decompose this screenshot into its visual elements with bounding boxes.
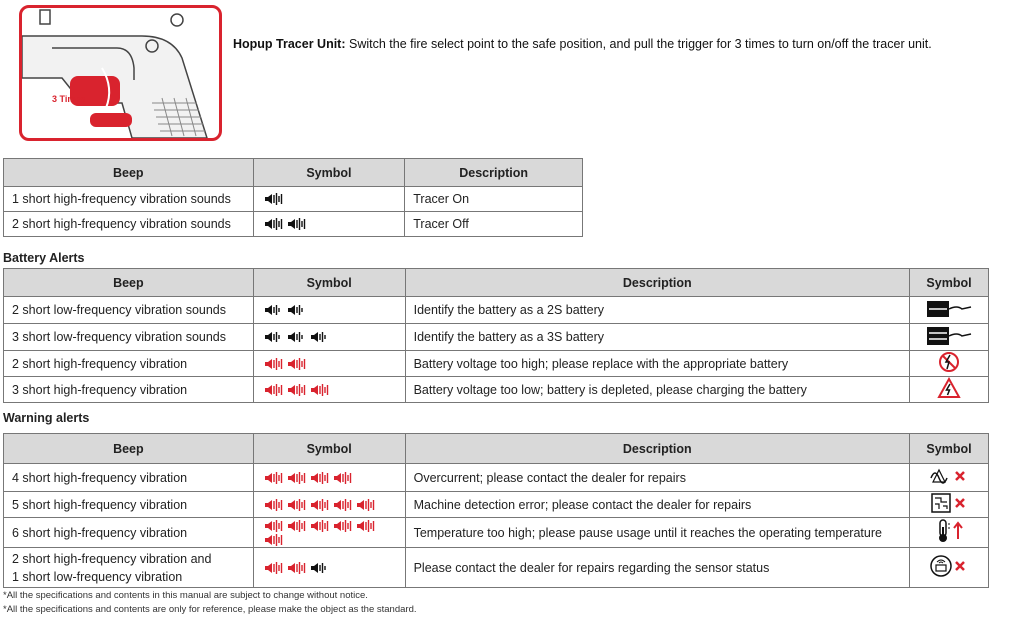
symbol-cell (253, 548, 405, 588)
header-icon-symbol: Symbol (910, 434, 989, 464)
table-row (4, 377, 989, 403)
high-frequency-beep-icon (333, 498, 353, 512)
high-frequency-beep-icon (264, 192, 284, 206)
temperature-high-icon (931, 519, 967, 543)
description-cell: Identify the battery as a 2S battery (405, 297, 909, 324)
header-icon-symbol: Symbol (910, 269, 989, 297)
low-frequency-beep-icon (310, 561, 330, 575)
low-frequency-beep-icon (264, 303, 284, 317)
symbol-cell (253, 351, 405, 377)
high-frequency-beep-icon (287, 217, 307, 231)
table-row (4, 548, 989, 588)
overcurrent-icon (929, 466, 969, 486)
symbol-cell (253, 464, 405, 492)
header-description: Description (405, 159, 583, 187)
beep-cell: 2 short high-frequency vibration (4, 351, 254, 377)
beep-cell: 3 short low-frequency vibration sounds (4, 324, 254, 351)
battery-alerts-table (3, 268, 989, 403)
warning-alerts-table (3, 433, 989, 588)
battery-3s-icon (924, 326, 974, 346)
warning-alerts-heading: Warning alerts (3, 411, 90, 425)
description-cell: Tracer On (405, 187, 583, 212)
symbol-cell (253, 187, 405, 212)
high-frequency-beep-icon (287, 498, 307, 512)
header-symbol: Symbol (253, 159, 405, 187)
description-cell: Please contact the dealer for repairs regarding the sensor status (405, 548, 909, 588)
high-frequency-beep-icon (264, 533, 284, 547)
beep-cell: 1 short high-frequency vibration sounds (4, 187, 254, 212)
beep-cell (4, 548, 254, 588)
battery-2s-icon (924, 299, 974, 319)
symbol-cell (253, 297, 405, 324)
chip-error-icon (929, 492, 969, 514)
high-frequency-beep-icon (310, 519, 330, 533)
high-frequency-beep-icon (310, 471, 330, 485)
sensor-error-icon (929, 553, 969, 579)
high-frequency-beep-icon (356, 519, 376, 533)
table-row (4, 297, 989, 324)
footnote: *All the specifications and contents in this manual are subject to change without notice. (3, 590, 368, 601)
description-cell: Identify the battery as a 3S battery (405, 324, 909, 351)
high-frequency-beep-icon (264, 498, 284, 512)
table-row (4, 464, 989, 492)
header-description: Description (405, 434, 909, 464)
symbol-cell (253, 492, 405, 518)
beep-line: 1 short low-frequency vibration (12, 569, 183, 584)
description-cell: Battery voltage too high; please replace with the appropriate battery (405, 351, 909, 377)
header-description: Description (405, 269, 909, 297)
description-cell: Temperature too high; please pause usage until it reaches the operating temperature (405, 518, 909, 548)
description-cell: Machine detection error; please contact the dealer for repairs (405, 492, 909, 518)
intro-body: Switch the fire select point to the safe position, and pull the trigger for 3 times to turn on/off the tracer unit. (345, 37, 932, 51)
low-voltage-warning-icon (937, 377, 961, 399)
table-row (4, 187, 583, 212)
beep-cell: 4 short high-frequency vibration (4, 464, 254, 492)
low-frequency-beep-icon (287, 330, 307, 344)
beep-cell: 5 short high-frequency vibration (4, 492, 254, 518)
high-frequency-beep-icon (333, 471, 353, 485)
low-frequency-beep-icon (310, 330, 330, 344)
beep-cell: 6 short high-frequency vibration (4, 518, 254, 548)
table-row (4, 212, 583, 237)
high-frequency-beep-icon (264, 217, 284, 231)
high-frequency-beep-icon (310, 383, 330, 397)
high-frequency-beep-icon (264, 357, 284, 371)
header-beep: Beep (4, 269, 254, 297)
table-row (4, 324, 989, 351)
high-frequency-beep-icon (287, 383, 307, 397)
high-frequency-beep-icon (310, 498, 330, 512)
symbol-cell (253, 324, 405, 351)
intro-title: Hopup Tracer Unit: (233, 37, 346, 51)
table-row (4, 518, 989, 548)
symbol-cell (253, 377, 405, 403)
high-frequency-beep-icon (287, 471, 307, 485)
tracer-table (3, 158, 583, 237)
beep-line: 2 short high-frequency vibration and (12, 551, 212, 566)
high-frequency-beep-icon (287, 519, 307, 533)
symbol-cell (253, 518, 405, 548)
high-frequency-beep-icon (287, 561, 307, 575)
beep-cell: 2 short low-frequency vibration sounds (4, 297, 254, 324)
footnote: *All the specifications and contents are only for reference, please make the object as the standard. (3, 604, 417, 615)
high-frequency-beep-icon (264, 471, 284, 485)
high-frequency-beep-icon (264, 383, 284, 397)
description-cell: Battery voltage too low; battery is depleted, please charging the battery (405, 377, 909, 403)
high-frequency-beep-icon (333, 519, 353, 533)
high-frequency-beep-icon (264, 561, 284, 575)
intro-text (233, 37, 932, 51)
low-frequency-beep-icon (264, 330, 284, 344)
symbol-cell (253, 212, 405, 237)
table-row (4, 492, 989, 518)
high-frequency-beep-icon (264, 519, 284, 533)
header-beep: Beep (4, 434, 254, 464)
high-frequency-beep-icon (356, 498, 376, 512)
battery-alerts-heading: Battery Alerts (3, 251, 85, 265)
header-beep: Beep (4, 159, 254, 187)
description-cell: Tracer Off (405, 212, 583, 237)
low-frequency-beep-icon (287, 303, 307, 317)
description-cell: Overcurrent; please contact the dealer for repairs (405, 464, 909, 492)
trigger-illustration (19, 5, 222, 141)
no-high-voltage-icon (938, 351, 960, 373)
header-symbol: Symbol (253, 269, 405, 297)
illustration-label: 3 Times (52, 94, 86, 104)
header-symbol: Symbol (253, 434, 405, 464)
beep-cell: 3 short high-frequency vibration (4, 377, 254, 403)
high-frequency-beep-icon (287, 357, 307, 371)
beep-cell: 2 short high-frequency vibration sounds (4, 212, 254, 237)
table-row (4, 351, 989, 377)
